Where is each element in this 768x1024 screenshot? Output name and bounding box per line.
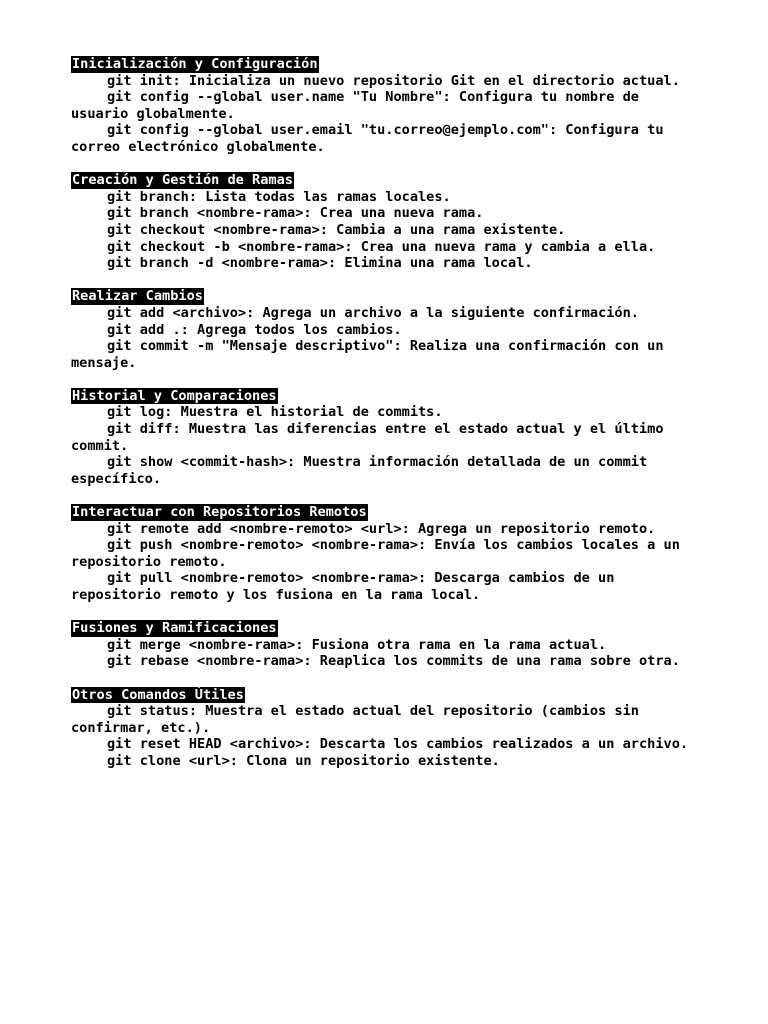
section-heading: Historial y Comparaciones [72,387,277,404]
section-init-config [71,56,701,156]
command-item: git branch <nombre-rama>: Crea una nueva rama. [107,205,484,222]
command-item: git branch -d <nombre-rama>: Elimina una rama local. [107,255,533,272]
section-history [71,388,701,488]
document-page [71,56,701,786]
section-heading: Creación y Gestión de Ramas [72,172,293,189]
command-item: git push <nombre-remoto> <nombre-rama>: Envía los cambios locales a un repositorio remoto. [71,537,689,570]
command-item: git status: Muestra el estado actual del repositorio (cambios sin confirmar, etc.). [71,703,648,736]
command-item: git commit -m "Mensaje descriptivo": Realiza una confirmación con un mensaje. [71,338,672,371]
command-item: git branch: Lista todas las ramas locales. [107,188,451,205]
command-item: git show <commit-hash>: Muestra información detallada de un commit específico. [71,454,656,487]
section-remotes [71,504,701,604]
command-item: git clone <url>: Clona un repositorio existente. [107,752,500,769]
command-item: git config --global user.email "tu.correo@ejemplo.com": Configura tu correo electrónico globalmente. [71,122,672,155]
section-other-commands [71,687,701,770]
command-item: git rebase <nombre-rama>: Reaplica los commits de una rama sobre otra. [107,653,680,670]
command-item: git checkout <nombre-rama>: Cambia a una rama existente. [107,221,566,238]
section-heading: Fusiones y Ramificaciones [72,620,277,637]
command-item: git diff: Muestra las diferencias entre el estado actual y el último commit. [71,421,672,454]
section-heading: Realizar Cambios [72,288,203,305]
command-item: git config --global user.name "Tu Nombre": Configura tu nombre de usuario globalmente. [71,89,648,122]
command-item: git init: Inicializa un nuevo repositorio Git en el directorio actual. [107,72,680,89]
command-item: git reset HEAD <archivo>: Descarta los cambios realizados a un archivo. [107,736,689,753]
command-item: git checkout -b <nombre-rama>: Crea una nueva rama y cambia a ella. [107,238,656,255]
command-item: git pull <nombre-remoto> <nombre-rama>: Descarga cambios de un repositorio remoto y los fusiona en la rama local. [71,570,623,603]
section-changes [71,288,701,371]
command-item: git add <archivo>: Agrega un archivo a la siguiente confirmación. [107,304,639,321]
section-heading: Inicialización y Configuración [72,56,318,72]
section-merges [71,620,701,670]
section-heading: Otros Comandos Útiles [72,686,244,703]
command-item: git log: Muestra el historial de commits. [107,404,443,421]
command-item: git remote add <nombre-remoto> <url>: Agrega un repositorio remoto. [107,520,656,537]
section-heading: Interactuar con Repositorios Remotos [72,504,367,521]
section-branches [71,172,701,272]
command-item: git merge <nombre-rama>: Fusiona otra rama en la rama actual. [107,636,607,653]
command-item: git add .: Agrega todos los cambios. [107,321,402,338]
